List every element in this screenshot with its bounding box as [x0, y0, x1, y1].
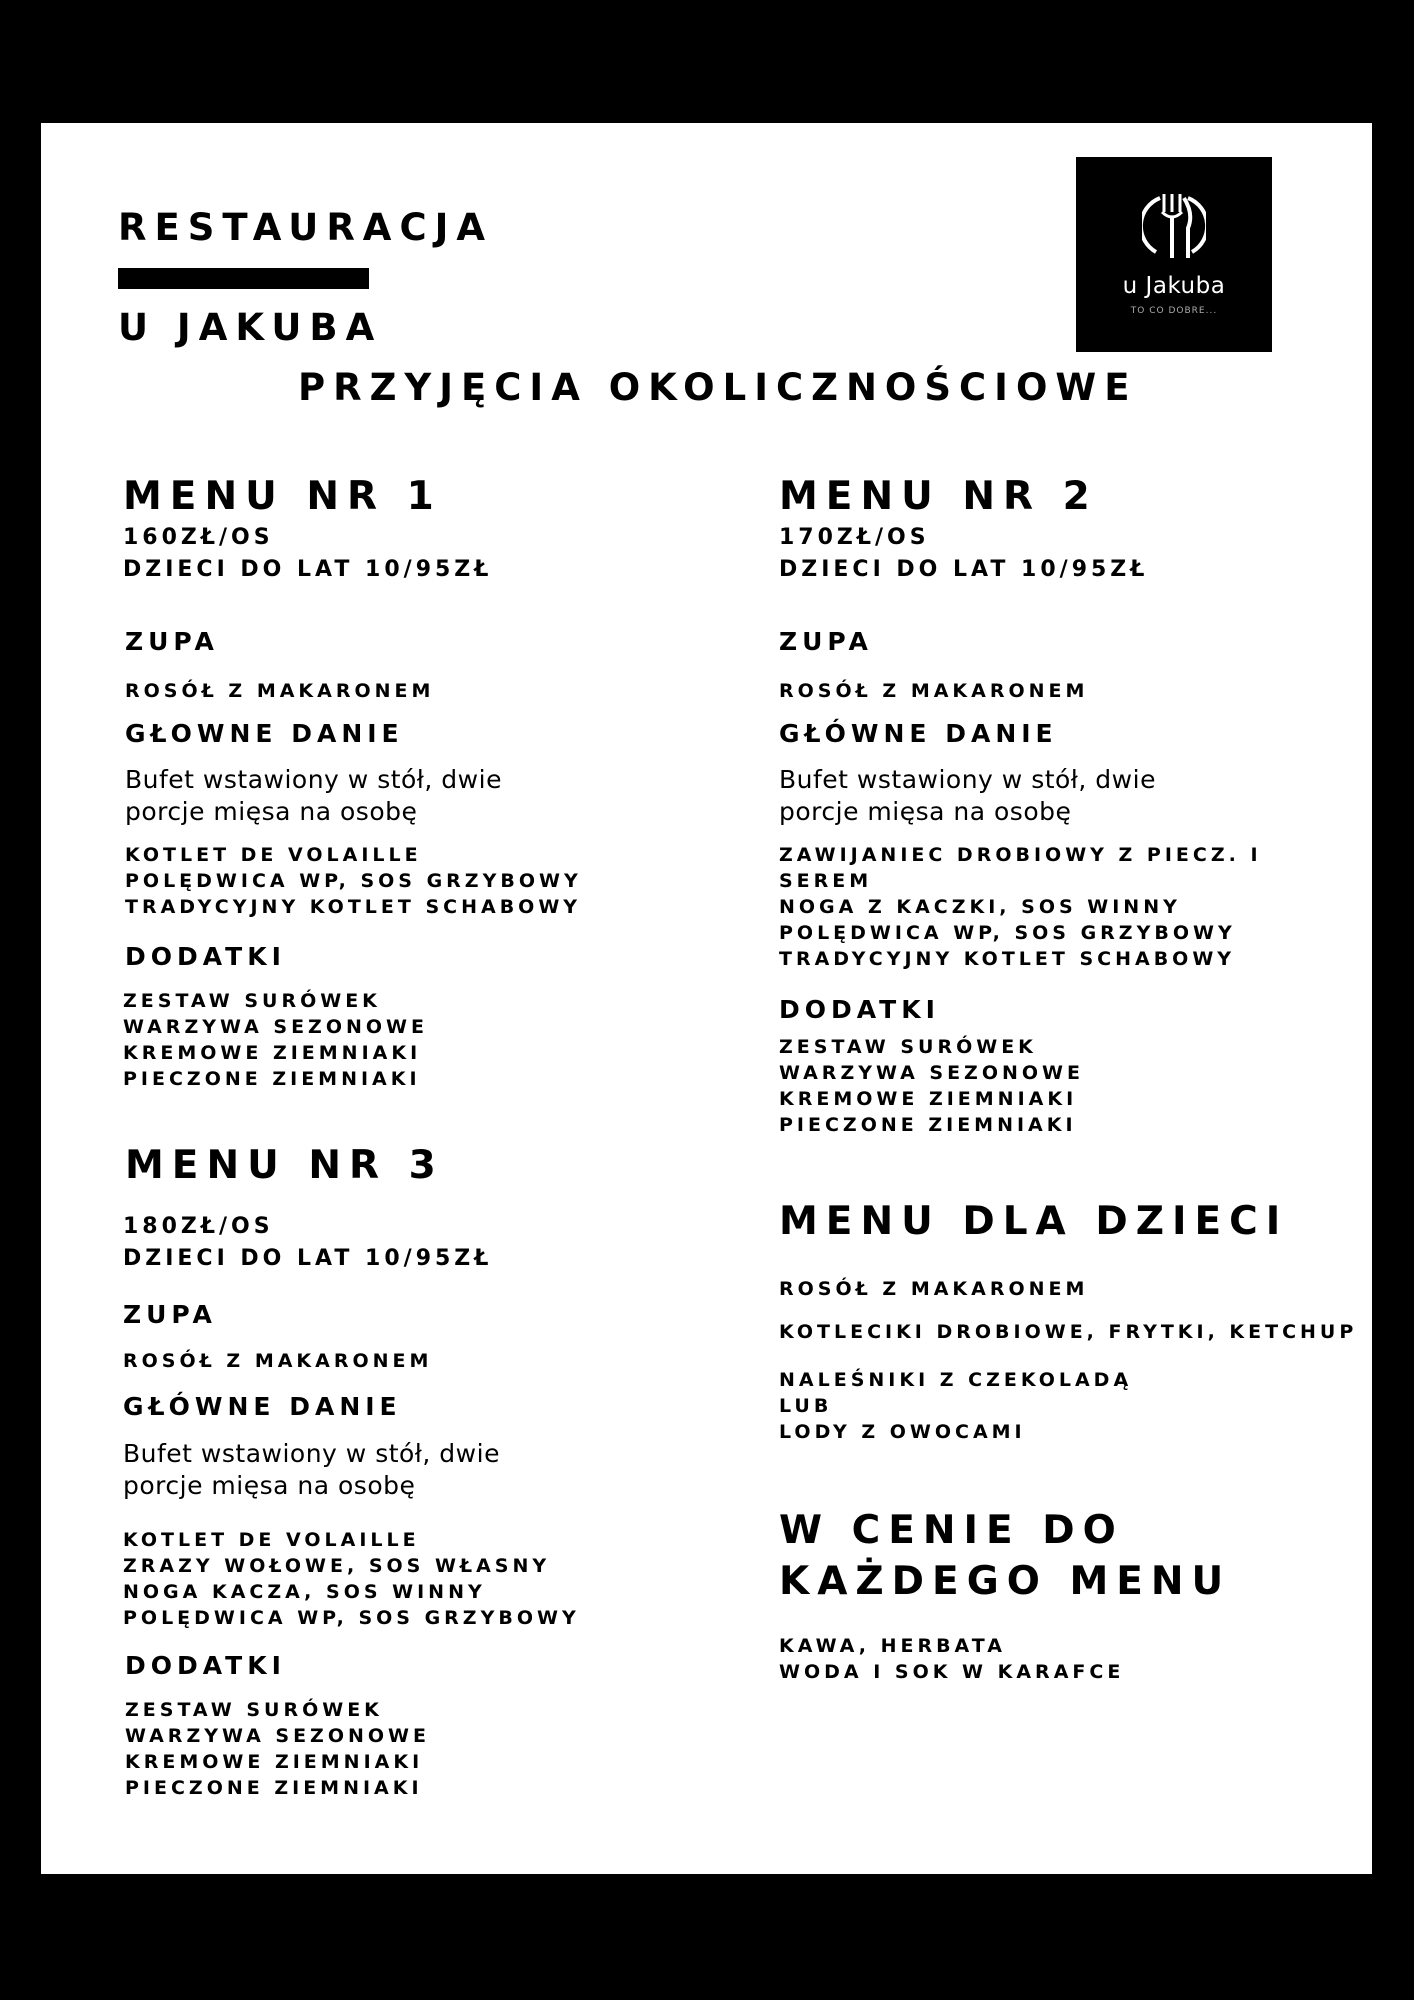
fork-knife-plate-icon	[1142, 192, 1206, 264]
menu1-main-description: Bufet wstawiony w stół, dwie porcje mięsa na osobę	[125, 765, 502, 826]
menu3-sides	[125, 1697, 430, 1801]
menu3-title: MENU NR 3	[125, 1143, 444, 1188]
list-item: WARZYWA SEZONOWE	[125, 1725, 430, 1747]
kids-menu-item: KOTLECIKI DROBIOWE, FRYTKI, KETCHUP	[779, 1321, 1358, 1343]
menu2-price: 170ZŁ/OS	[779, 525, 930, 550]
menu3-soup: ROSÓŁ Z MAKARONEM	[123, 1350, 433, 1372]
kids-menu-item: ROSÓŁ Z MAKARONEM	[779, 1278, 1089, 1300]
menu3-main-items	[123, 1527, 580, 1631]
list-item: PIECZONE ZIEMNIAKI	[123, 1068, 421, 1090]
menu2-sides-heading: DODATKI	[779, 995, 940, 1024]
menu2-soup-heading: ZUPA	[779, 627, 873, 656]
list-item: NOGA KACZA, SOS WINNY	[123, 1581, 486, 1603]
logo-tagline: TO CO DOBRE...	[1130, 306, 1218, 316]
list-item: LODY Z OWOCAMI	[779, 1421, 1026, 1443]
list-item: KAWA, HERBATA	[779, 1635, 1006, 1657]
menu3-sides-heading: DODATKI	[125, 1651, 286, 1680]
menu1-children-price: DZIECI DO LAT 10/95ZŁ	[123, 557, 493, 582]
list-item: KOTLET DE VOLAILLE	[125, 844, 422, 866]
list-item: NALEŚNIKI Z CZEKOLADĄ	[779, 1369, 1133, 1391]
list-item: WARZYWA SEZONOWE	[123, 1016, 428, 1038]
list-item: ZAWIJANIEC DROBIOWY Z PIECZ. I	[779, 844, 1262, 866]
kids-menu-title: MENU DLA DZIECI	[779, 1199, 1289, 1244]
list-item: TRADYCYJNY KOTLET SCHABOWY	[125, 896, 582, 918]
menu3-children-price: DZIECI DO LAT 10/95ZŁ	[123, 1246, 493, 1271]
list-item: TRADYCYJNY KOTLET SCHABOWY	[779, 948, 1236, 970]
logo-name: u Jakuba	[1122, 273, 1226, 299]
list-item: PIECZONE ZIEMNIAKI	[125, 1777, 423, 1799]
list-item: KREMOWE ZIEMNIAKI	[123, 1042, 422, 1064]
menu2-main-heading: GŁÓWNE DANIE	[779, 719, 1058, 748]
menu1-main-heading: GŁOWNE DANIE	[125, 719, 404, 748]
menu2-main-items	[779, 842, 1262, 972]
list-item: POLĘDWICA WP, SOS GRZYBOWY	[779, 922, 1236, 944]
title-divider	[118, 268, 369, 289]
list-item: KREMOWE ZIEMNIAKI	[125, 1751, 424, 1773]
menu1-price: 160ZŁ/OS	[123, 525, 274, 550]
list-item: POLĘDWICA WP, SOS GRZYBOWY	[123, 1607, 580, 1629]
list-item: SEREM	[779, 870, 873, 892]
menu2-soup: ROSÓŁ Z MAKARONEM	[779, 680, 1089, 702]
list-item: ZESTAW SURÓWEK	[779, 1036, 1037, 1058]
menu3-main-description: Bufet wstawiony w stół, dwie porcje mięsa na osobę	[123, 1439, 500, 1500]
included-title-line2: KAŻDEGO MENU	[779, 1559, 1232, 1604]
list-item: POLĘDWICA WP, SOS GRZYBOWY	[125, 870, 582, 892]
list-item: KREMOWE ZIEMNIAKI	[779, 1088, 1078, 1110]
list-item: KOTLET DE VOLAILLE	[123, 1529, 420, 1551]
menu1-sides-heading: DODATKI	[125, 942, 286, 971]
page-title: PRZYJĘCIA OKOLICZNOŚCIOWE	[298, 366, 1138, 409]
kids-menu-dessert	[779, 1367, 1132, 1445]
menu1-title: MENU NR 1	[123, 474, 442, 519]
menu3-soup-heading: ZUPA	[123, 1300, 217, 1329]
menu2-title: MENU NR 2	[779, 474, 1098, 519]
menu1-soup-heading: ZUPA	[125, 627, 219, 656]
menu2-sides	[779, 1034, 1084, 1138]
menu1-soup: ROSÓŁ Z MAKARONEM	[125, 680, 435, 702]
list-item: LUB	[779, 1395, 833, 1417]
menu3-price: 180ZŁ/OS	[123, 1214, 274, 1239]
menu2-main-description: Bufet wstawiony w stół, dwie porcje mięsa na osobę	[779, 765, 1156, 826]
list-item: PIECZONE ZIEMNIAKI	[779, 1114, 1077, 1136]
list-item: WODA I SOK W KARAFCE	[779, 1661, 1125, 1683]
list-item: ZESTAW SURÓWEK	[125, 1699, 383, 1721]
menu1-main-items	[125, 842, 582, 920]
list-item: ZESTAW SURÓWEK	[123, 990, 381, 1012]
list-item: WARZYWA SEZONOWE	[779, 1062, 1084, 1084]
menu3-main-heading: GŁÓWNE DANIE	[123, 1392, 402, 1421]
list-item: ZRAZY WOŁOWE, SOS WŁASNY	[123, 1555, 551, 1577]
restaurant-title: RESTAURACJA	[118, 206, 494, 249]
list-item: NOGA Z KACZKI, SOS WINNY	[779, 896, 1181, 918]
restaurant-name: U JAKUBA	[118, 306, 383, 349]
logo	[1076, 157, 1272, 352]
menu2-children-price: DZIECI DO LAT 10/95ZŁ	[779, 557, 1149, 582]
menu1-sides	[123, 988, 428, 1092]
included-items	[779, 1633, 1124, 1685]
included-title-line1: W CENIE DO	[779, 1508, 1124, 1553]
